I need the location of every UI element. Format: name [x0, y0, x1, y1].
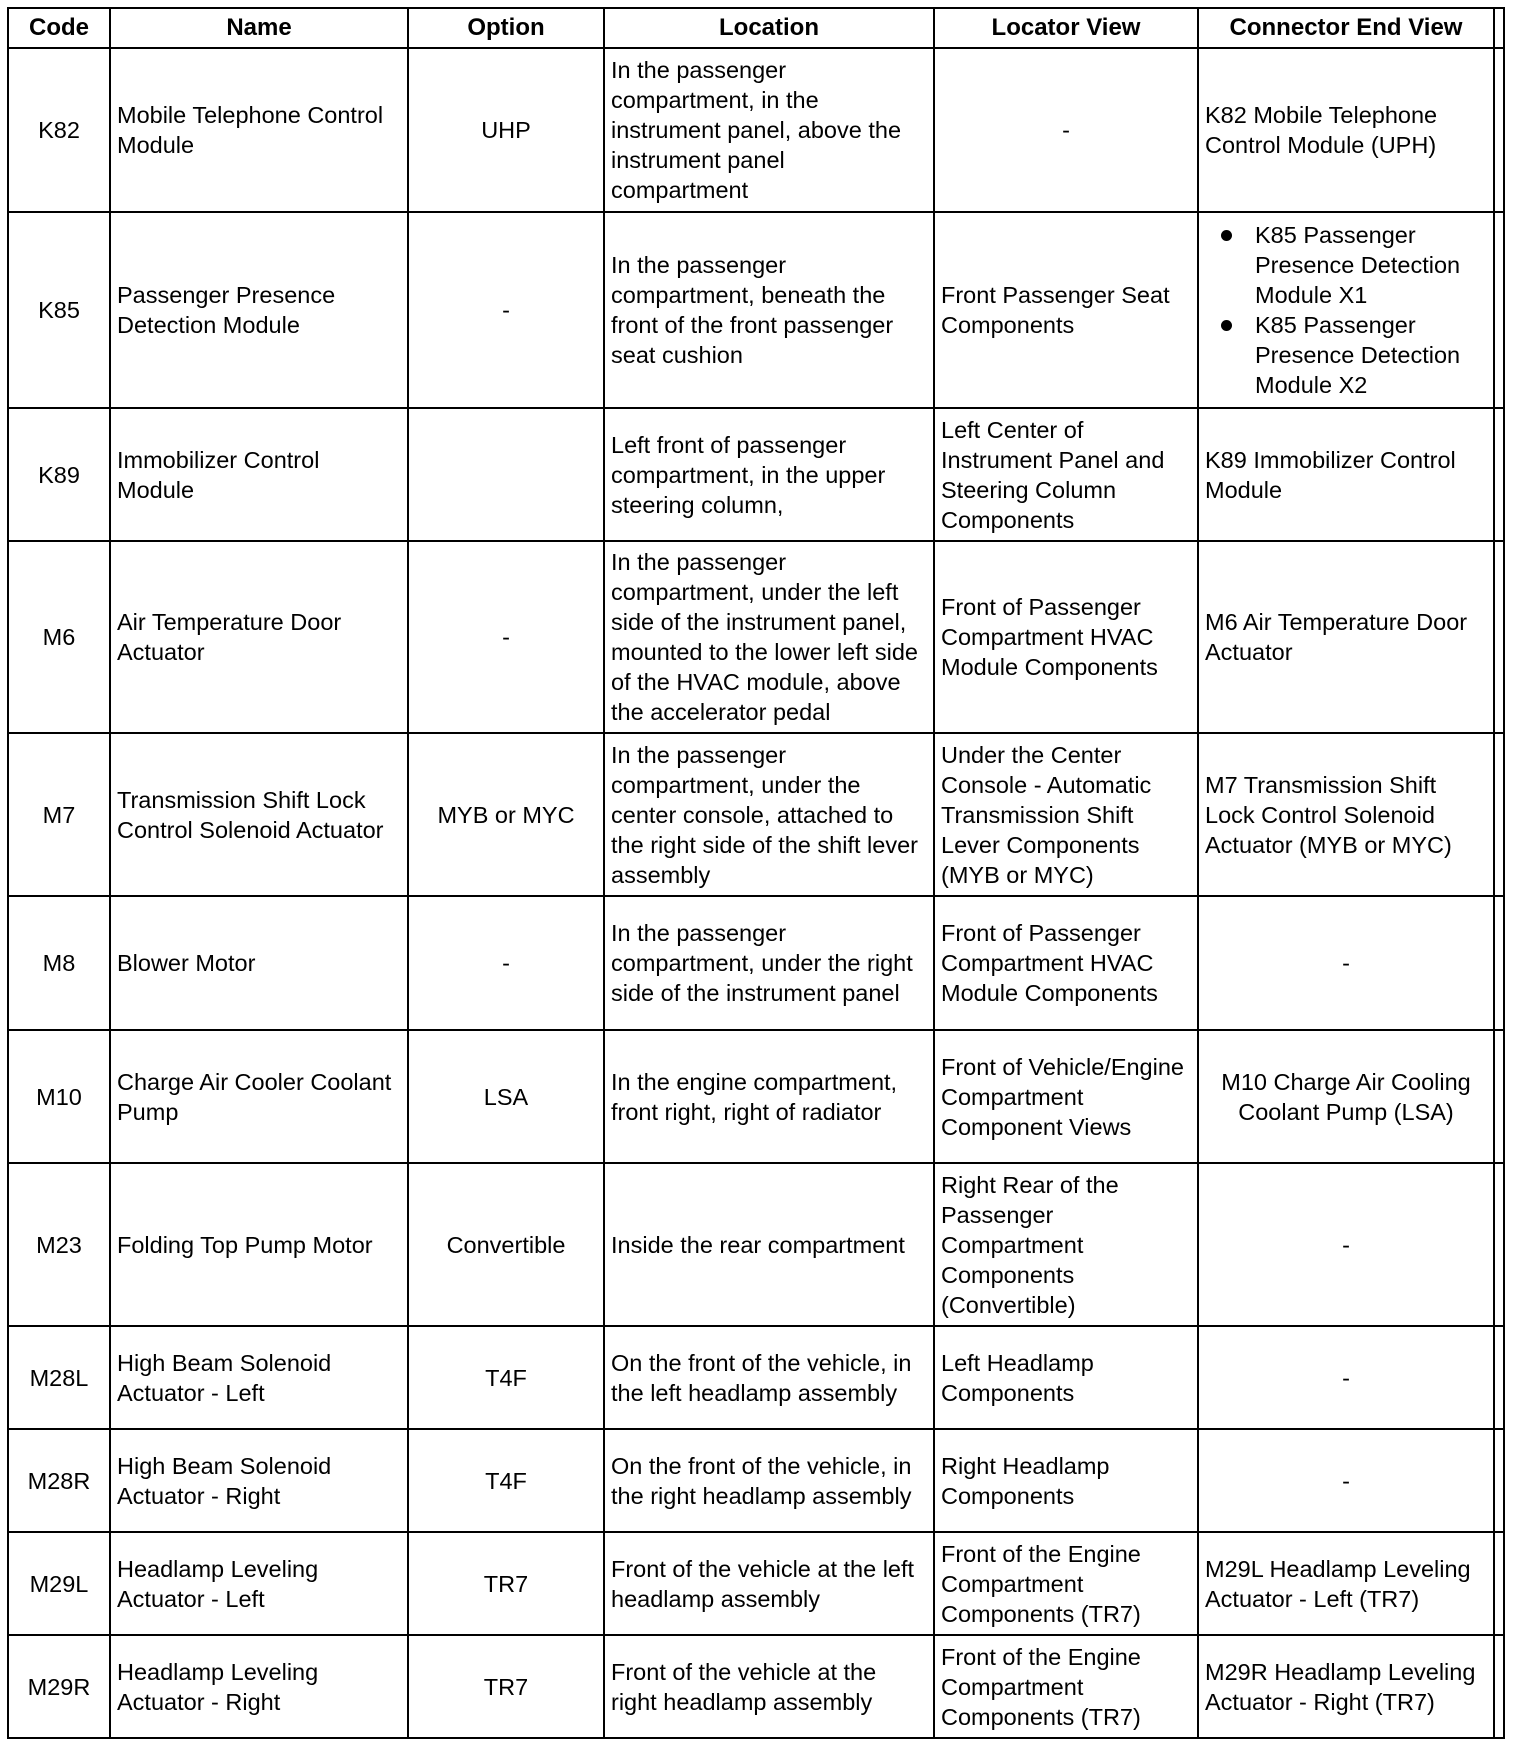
cell-location: In the engine compartment, front right, right of radiator	[604, 1030, 934, 1163]
cell-name: Headlamp Leveling Actuator - Right	[110, 1635, 408, 1738]
connector-bullet-list	[1205, 220, 1487, 400]
cell-option: MYB or MYC	[408, 733, 604, 896]
cell-option: LSA	[408, 1030, 604, 1163]
cell-connector-end-view: M29R Headlamp Leveling Actuator - Right (TR7)	[1198, 1635, 1494, 1738]
edge-cell	[1494, 541, 1504, 733]
cell-connector-end-view: M10 Charge Air Cooling Coolant Pump (LSA)	[1198, 1030, 1494, 1163]
header-edge-cell	[1494, 8, 1504, 48]
cell-locator-view: Front of the Engine Compartment Components (TR7)	[934, 1532, 1198, 1635]
cell-name: Headlamp Leveling Actuator - Left	[110, 1532, 408, 1635]
cell-option	[408, 408, 604, 541]
table-row	[8, 212, 1504, 408]
cell-location: Front of the vehicle at the right headlamp assembly	[604, 1635, 934, 1738]
cell-name: High Beam Solenoid Actuator - Right	[110, 1429, 408, 1532]
edge-cell	[1494, 1429, 1504, 1532]
table-row	[8, 1326, 1504, 1429]
cell-code: M28R	[8, 1429, 110, 1532]
cell-name: Folding Top Pump Motor	[110, 1163, 408, 1326]
cell-option: T4F	[408, 1326, 604, 1429]
edge-cell	[1494, 408, 1504, 541]
cell-name: Mobile Telephone Control Module	[110, 48, 408, 212]
cell-location: On the front of the vehicle, in the right headlamp assembly	[604, 1429, 934, 1532]
edge-cell	[1494, 212, 1504, 408]
cell-locator-view: -	[934, 48, 1198, 212]
cell-connector-end-view: M6 Air Temperature Door Actuator	[1198, 541, 1494, 733]
cell-name: Air Temperature Door Actuator	[110, 541, 408, 733]
cell-locator-view: Left Center of Instrument Panel and Steering Column Components	[934, 408, 1198, 541]
cell-connector-end-view: -	[1198, 1163, 1494, 1326]
cell-connector-end-view: K89 Immobilizer Control Module	[1198, 408, 1494, 541]
cell-code: M29L	[8, 1532, 110, 1635]
list-item	[1255, 310, 1487, 400]
cell-connector-end-view: -	[1198, 1429, 1494, 1532]
table-row	[8, 733, 1504, 896]
cell-name: Transmission Shift Lock Control Solenoid Actuator	[110, 733, 408, 896]
cell-location: In the passenger compartment, under the center console, attached to the right side of the shift lever assembly	[604, 733, 934, 896]
component-table-wrapper	[7, 7, 1503, 1739]
cell-code: K85	[8, 212, 110, 408]
header-location: Location	[604, 8, 934, 48]
cell-locator-view: Front of Passenger Compartment HVAC Module Components	[934, 541, 1198, 733]
table-row	[8, 1532, 1504, 1635]
edge-cell	[1494, 896, 1504, 1030]
cell-option: UHP	[408, 48, 604, 212]
cell-location: In the passenger compartment, in the instrument panel, above the instrument panel compartment	[604, 48, 934, 212]
list-item	[1255, 220, 1487, 310]
table-row	[8, 541, 1504, 733]
edge-cell	[1494, 1326, 1504, 1429]
cell-location: On the front of the vehicle, in the left headlamp assembly	[604, 1326, 934, 1429]
cell-name: Blower Motor	[110, 896, 408, 1030]
cell-locator-view: Front of the Engine Compartment Components (TR7)	[934, 1635, 1198, 1738]
cell-connector-end-view: -	[1198, 896, 1494, 1030]
table-row	[8, 1030, 1504, 1163]
header-connector-end-view: Connector End View	[1198, 8, 1494, 48]
cell-connector-end-view: M29L Headlamp Leveling Actuator - Left (TR7)	[1198, 1532, 1494, 1635]
edge-cell	[1494, 733, 1504, 896]
cell-option: TR7	[408, 1635, 604, 1738]
cell-code: M6	[8, 541, 110, 733]
cell-name: Immobilizer Control Module	[110, 408, 408, 541]
connector-item-label: K85 Passenger Presence Detection Module X2	[1255, 312, 1461, 398]
edge-cell	[1494, 1635, 1504, 1738]
cell-connector-end-view: K82 Mobile Telephone Control Module (UPH)	[1198, 48, 1494, 212]
cell-connector-end-view: M7 Transmission Shift Lock Control Solenoid Actuator (MYB or MYC)	[1198, 733, 1494, 896]
cell-location: In the passenger compartment, under the left side of the instrument panel, mounted to the lower left side of the HVAC module, above the accelerator pedal	[604, 541, 934, 733]
cell-connector-end-view: -	[1198, 1326, 1494, 1429]
cell-code: M28L	[8, 1326, 110, 1429]
cell-location: Front of the vehicle at the left headlamp assembly	[604, 1532, 934, 1635]
table-row	[8, 1163, 1504, 1326]
header-locator-view: Locator View	[934, 8, 1198, 48]
cell-option: -	[408, 212, 604, 408]
bullet-icon	[1221, 230, 1232, 241]
edge-cell	[1494, 1030, 1504, 1163]
cell-locator-view: Left Headlamp Components	[934, 1326, 1198, 1429]
table-row	[8, 896, 1504, 1030]
cell-connector-end-view	[1198, 212, 1494, 408]
header-option: Option	[408, 8, 604, 48]
bullet-icon	[1221, 320, 1232, 331]
cell-location: Inside the rear compartment	[604, 1163, 934, 1326]
table-row	[8, 1635, 1504, 1738]
cell-option: TR7	[408, 1532, 604, 1635]
header-row	[8, 8, 1504, 48]
cell-option: Convertible	[408, 1163, 604, 1326]
edge-cell	[1494, 48, 1504, 212]
edge-cell	[1494, 1532, 1504, 1635]
cell-code: M8	[8, 896, 110, 1030]
cell-locator-view: Right Headlamp Components	[934, 1429, 1198, 1532]
cell-locator-view: Front of Passenger Compartment HVAC Module Components	[934, 896, 1198, 1030]
edge-cell	[1494, 1163, 1504, 1326]
cell-name: Passenger Presence Detection Module	[110, 212, 408, 408]
cell-locator-view: Front Passenger Seat Components	[934, 212, 1198, 408]
cell-location: In the passenger compartment, under the right side of the instrument panel	[604, 896, 934, 1030]
cell-name: High Beam Solenoid Actuator - Left	[110, 1326, 408, 1429]
cell-option: T4F	[408, 1429, 604, 1532]
table-row	[8, 408, 1504, 541]
cell-option: -	[408, 896, 604, 1030]
cell-code: M10	[8, 1030, 110, 1163]
cell-location: Left front of passenger compartment, in the upper steering column,	[604, 408, 934, 541]
cell-code: M7	[8, 733, 110, 896]
header-name: Name	[110, 8, 408, 48]
cell-locator-view: Under the Center Console - Automatic Transmission Shift Lever Components (MYB or MYC)	[934, 733, 1198, 896]
cell-code: M23	[8, 1163, 110, 1326]
table-row	[8, 1429, 1504, 1532]
cell-locator-view: Right Rear of the Passenger Compartment Components (Convertible)	[934, 1163, 1198, 1326]
header-code: Code	[8, 8, 110, 48]
cell-code: K89	[8, 408, 110, 541]
cell-code: M29R	[8, 1635, 110, 1738]
cell-locator-view: Front of Vehicle/Engine Compartment Component Views	[934, 1030, 1198, 1163]
connector-item-label: K85 Passenger Presence Detection Module X1	[1255, 222, 1461, 308]
table-row	[8, 48, 1504, 212]
cell-name: Charge Air Cooler Coolant Pump	[110, 1030, 408, 1163]
cell-option: -	[408, 541, 604, 733]
component-locator-table	[7, 7, 1505, 1739]
cell-code: K82	[8, 48, 110, 212]
cell-location: In the passenger compartment, beneath the front of the front passenger seat cushion	[604, 212, 934, 408]
